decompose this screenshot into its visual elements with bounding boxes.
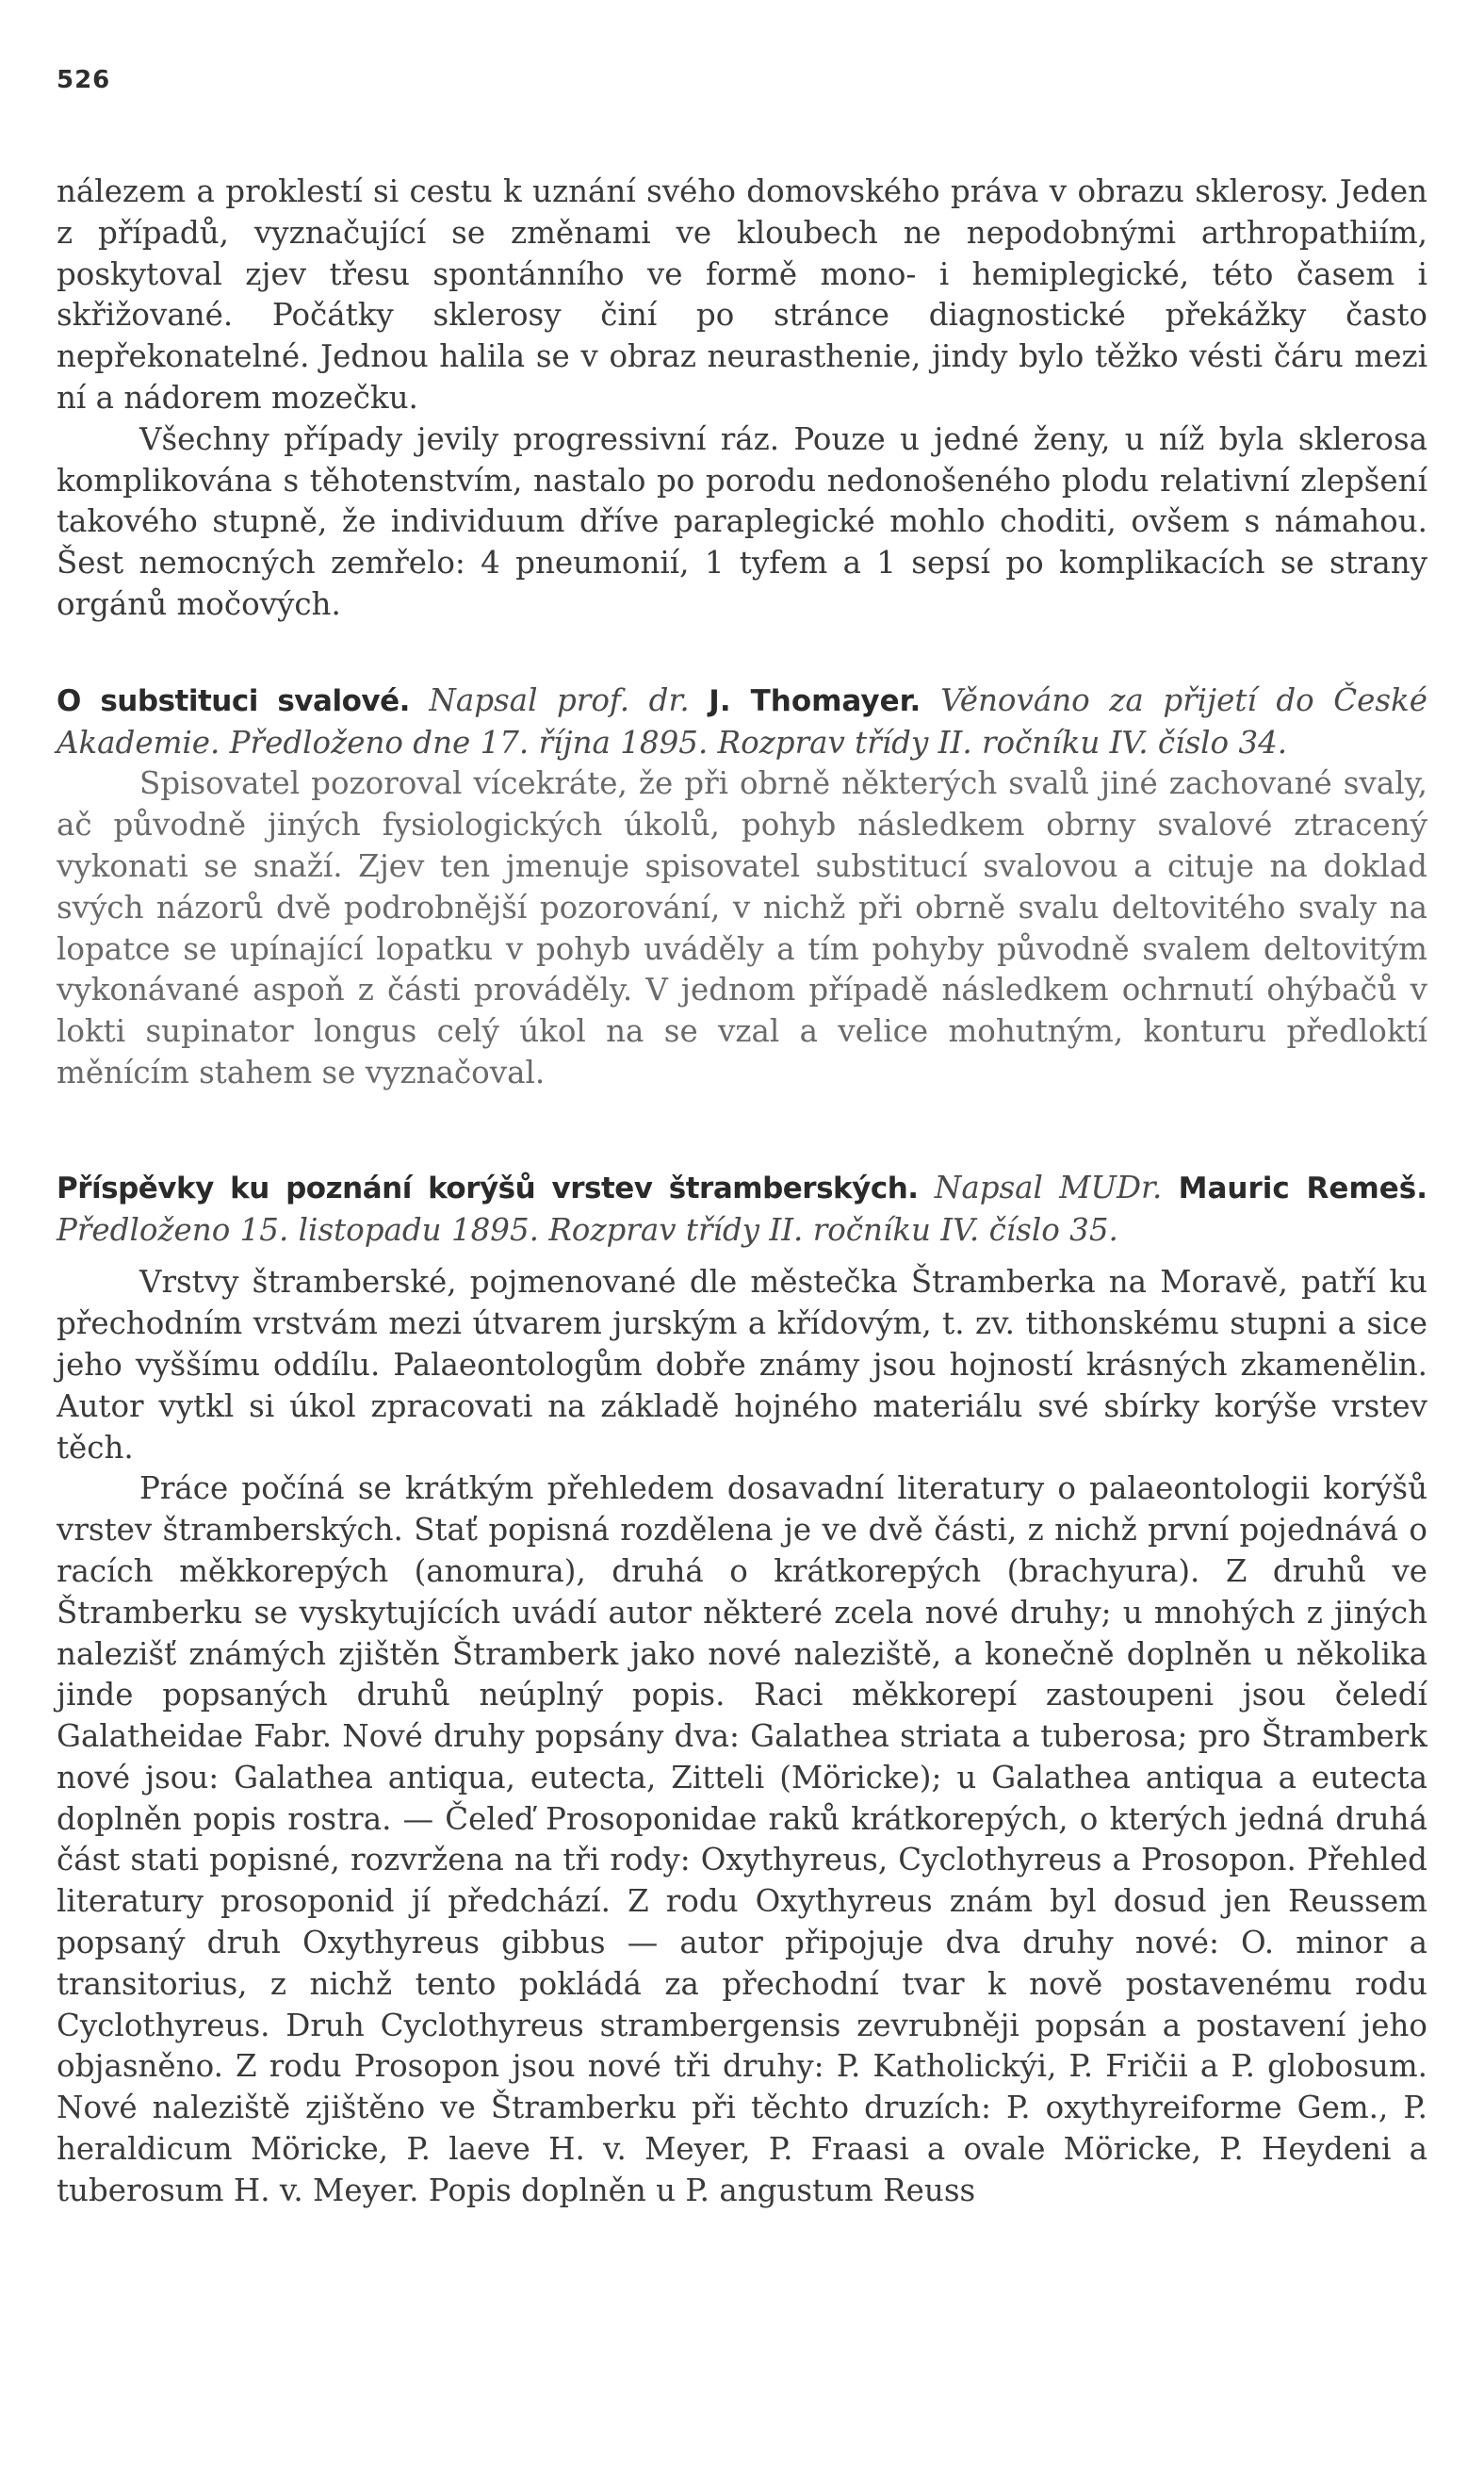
article-byline-prefix: Napsal prof. dr. — [429, 681, 709, 718]
document-page — [57, 66, 1427, 2212]
article-paragraph: Práce počíná se krátkým přehledem dosavadní literatury o palaeontologii korýšů vrstev štramberských. Stať popisná rozdělena je ve dvě části, z nichž první pojednává o racích měkkorepých (anomura), druhá o krátkorepých (brachyura). Z druhů ve Štramberku se vyskytujících uvádí autor některé zcela nové druhy; u mnohých z jiných nalezišť známých zjištěn Štramberk jako nové naleziště, a konečně doplněn u několika jinde popsaných druhů neúplný popis. Raci měkkorepí zastoupeni jsou čeledí Galatheidae Fabr. Nové druhy popsány dva: Galathea striata a tuberosa; pro Štramberk nové jsou: Galathea antiqua, eutecta, Zitteli (Möricke); u Galathea antiqua a eutecta doplněn popis rostra. — Čeleď Prosoponidae raků krátkorepých, o kterých jedná druhá část stati popisné, rozvržena na tři rody: Oxythyreus, Cyclothyreus a Prosopon. Přehled literatury prosoponid jí předchází. Z rodu Oxythyreus znám byl dosud jen Reussem popsaný druh Oxythyreus gibbus — autor připojuje dva druhy nové: O. minor a transitorius, z nichž tento pokládá za přechodní tvar k nově postavenému rodu Cyclothyreus. Druh Cyclothyreus strambergensis zevrubněji popsán a postavení jeho objasněno. Z rodu Prosopon jsou nové tři druhy: P. Katholickýi, P. Fričii a P. globosum. Nové naleziště zjištěno ve Štramberku při těchto druzích: P. oxythyreiforme Gem., P. heraldicum Möricke, P. laeve H. v. Meyer, P. Fraasi a ovale Möricke, P. Heydeni a tuberosum H. v. Meyer. Popis doplněn u P. angustum Reuss — [57, 1470, 1427, 2208]
article-byline-prefix: Napsal MUDr. — [934, 1169, 1179, 1205]
intro-paragraph-1: nálezem a proklestí si cestu k uznání svého domovského práva v obrazu sklerosy. Jeden z případů, vyznačující se změnami ve kloubech ne nepodobnými arthropathiím, poskytoval zjev třesu spontánního ve formě mono- i hemiplegické, této časem i skřižované. Počátky sklerosy činí po stránce diagnostické překážky často nepřekonatelné. Jednou halila se v obraz neurasthenie, jindy bylo těžko vésti čáru mezi ní a nádorem mozečku. — [57, 173, 1427, 416]
article-author: J. Thomayer. — [709, 683, 941, 718]
article-koryse — [57, 1168, 1427, 2212]
article-author: Mauric Remeš. — [1178, 1171, 1427, 1205]
article-paragraph: Vrstvy štramberské, pojmenované dle městečka Štramberka na Moravě, patří ku přechodním vrstvám mezi útvarem jurským a křídovým, t. zv. tithonskému stupni a sice jeho vyššímu oddílu. Palaeontologům dobře známy jsou hojností krásných zkamenělin. Autor vytkl si úkol zpracovati na základě hojného materiálu své sbírky korýše vrstev těch. — [57, 1264, 1427, 1466]
intro-section — [57, 172, 1427, 626]
article-dedication: Věnováno za přijetí do České Akademie. Předloženo dne 17. října 1895. Rozprav třídy II. ročníku IV. číslo 34. — [57, 681, 1427, 761]
article-header — [57, 680, 1427, 764]
article-paragraph: Spisovatel pozoroval vícekráte, že při obrně některých svalů jiné zachované svaly, ač původně jiných fysiologických úkolů, pohyb následkem obrny svalové ztracený vykonati se snaží. Zjev ten jmenuje spisovatel substitucí svalovou a cituje na doklad svých názorů dvě podrobnější pozorování, v nichž při obrně svalu deltovitého svaly na lopatce se upínající lopatku v pohyb uváděly a tím pohyby původně svalem deltovitým vykonávané aspoň z části prováděly. V jednom případě následkem ochrnutí ohýbačů v lokti supinator longus celý úkol na se vzal a velice mohutným, konturu předloktí měnícím stahem se vyznačoval. — [57, 765, 1427, 1090]
article-header — [57, 1168, 1427, 1252]
page-number: 526 — [57, 66, 111, 94]
article-submission: Předloženo 15. listopadu 1895. Rozprav třídy II. ročníku IV. číslo 35. — [57, 1211, 1118, 1248]
article-title: Příspěvky ku poznání korýšů vrstev štramberských. — [57, 1171, 935, 1205]
article-title: O substituci svalové. — [57, 683, 430, 718]
article-substituce — [57, 680, 1427, 1094]
spacer — [57, 1251, 1427, 1262]
intro-paragraph-2: Všechny případy jevily progressivní ráz. Pouze u jedné ženy, u níž byla sklerosa komplikována s těhotenstvím, nastalo po porodu nedonošeného plodu relativní zlepšení takového stupně, že individuum dříve paraplegické mohlo choditi, ovšem s námahou. Šest nemocných zemřelo: 4 pneumonií, 1 tyfem a 1 sepsí po komplikacích se strany orgánů močových. — [57, 420, 1427, 622]
